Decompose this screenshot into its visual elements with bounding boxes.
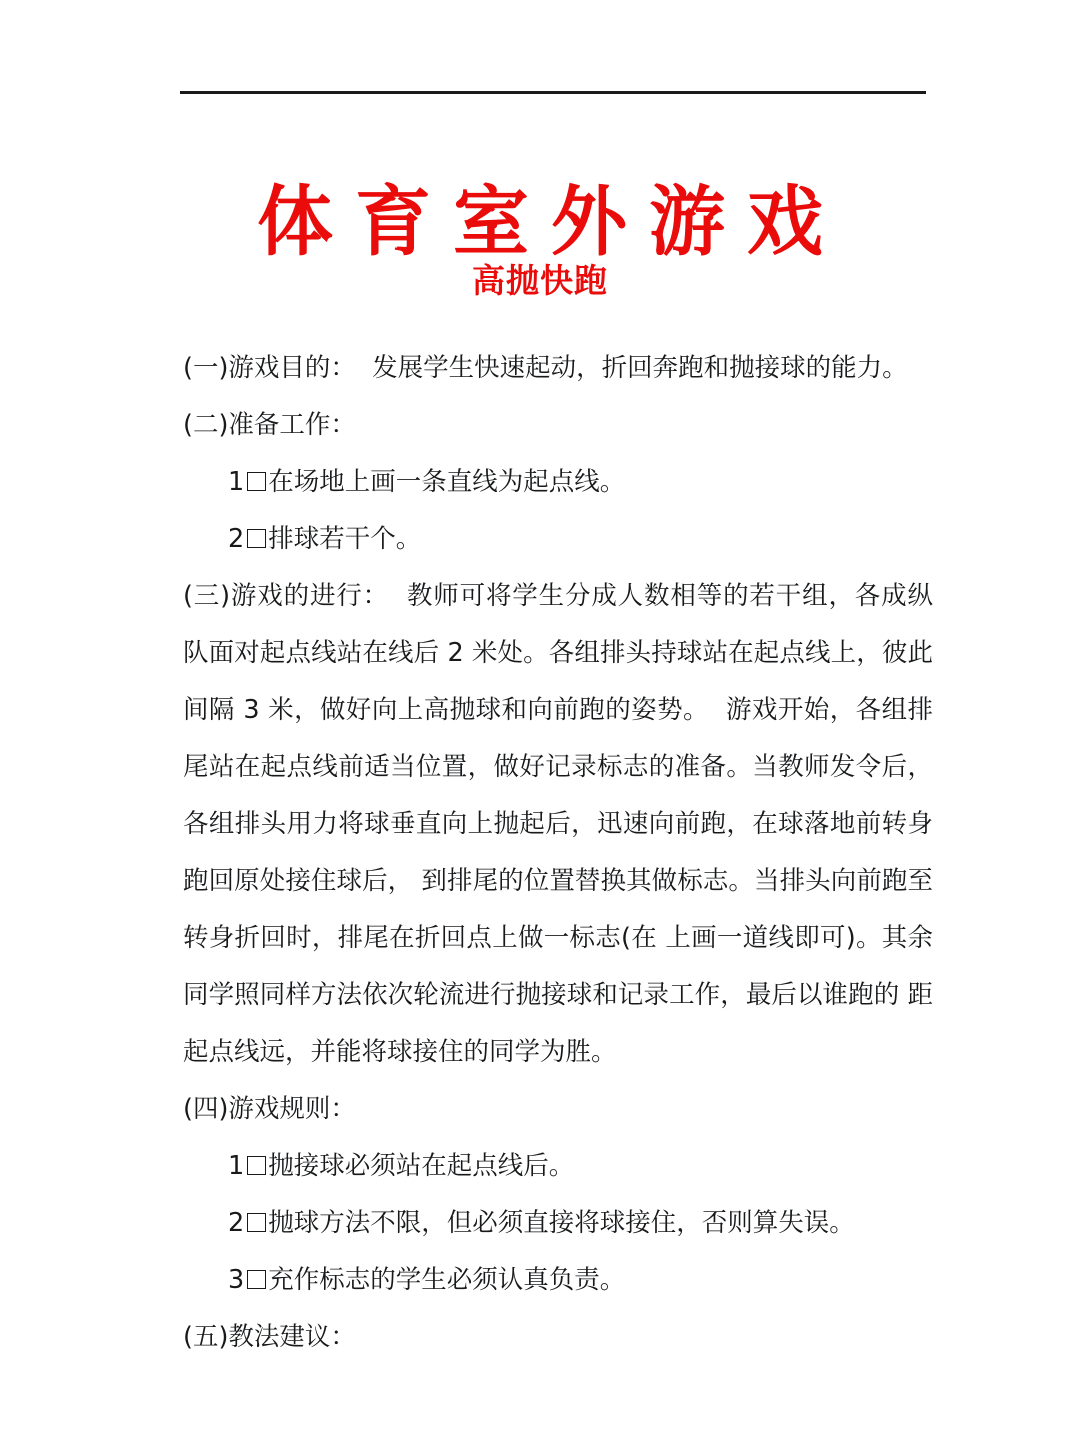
page-subtitle: 高抛快跑: [472, 261, 608, 301]
section-rules-item-3: [228, 1252, 933, 1309]
section-procedure: (三)游戏的进行： 教师可将学生分成人数相等的若干组，各成纵队面对起点线站在线后 2 米处。各组排头持球站在起点线上，彼此间隔 3 米，做好向上高抛球和向前跑的姿势。 游戏开始，各组排尾站在起点线前适当位置，做好记录标志的准备。当教师发令后，各组排头用力将球垂直向上抛起后，迅速向前跑，在球落地前转身跑回原处接住球后， 到排尾的位置替换其做标志。当排头向前跑至转身折回时，排尾在折回点上做一标志(在 上画一道线即可)。其余同学照同样方法依次轮流进行抛接球和记录工作，最后以谁跑的 距起点线远，并能将球接住的同学为胜。: [183, 581, 933, 1067]
missing-glyph-box-icon: [247, 472, 266, 491]
section-rules: (四)游戏规则：: [183, 1094, 356, 1124]
document-body: [183, 340, 933, 1366]
list-item-number: 1: [228, 467, 245, 497]
list-item-text: 在场地上画一条直线为起点线。: [268, 467, 626, 497]
header-divider-rule: [180, 91, 926, 94]
missing-glyph-box-icon: [247, 1270, 266, 1289]
section-teaching-advice: (五)教法建议：: [183, 1322, 356, 1352]
section-purpose: (一)游戏目的： 发展学生快速起动，折回奔跑和抛接球的能力。: [183, 353, 908, 383]
list-item-number: 3: [228, 1265, 245, 1295]
missing-glyph-box-icon: [247, 1156, 266, 1175]
list-item-number: 2: [228, 1208, 245, 1238]
list-item-number: 2: [228, 524, 245, 554]
list-item-text: 抛接球必须站在起点线后。: [268, 1151, 575, 1181]
section-preparation: (二)准备工作：: [183, 410, 356, 440]
list-item-text: 充作标志的学生必须认真负责。: [268, 1265, 626, 1295]
section-rules-item-1: [228, 1138, 933, 1195]
page-title: 体育室外游戏: [257, 176, 845, 266]
missing-glyph-box-icon: [247, 1213, 266, 1232]
list-item-text: 排球若干个。: [268, 524, 422, 554]
list-item-text: 抛球方法不限，但必须直接将球接住，否则算失误。: [268, 1208, 855, 1238]
missing-glyph-box-icon: [247, 529, 266, 548]
list-item-number: 1: [228, 1151, 245, 1181]
section-rules-item-2: [228, 1195, 933, 1252]
section-preparation-item-1: [228, 454, 933, 511]
section-preparation-item-2: [228, 511, 933, 568]
